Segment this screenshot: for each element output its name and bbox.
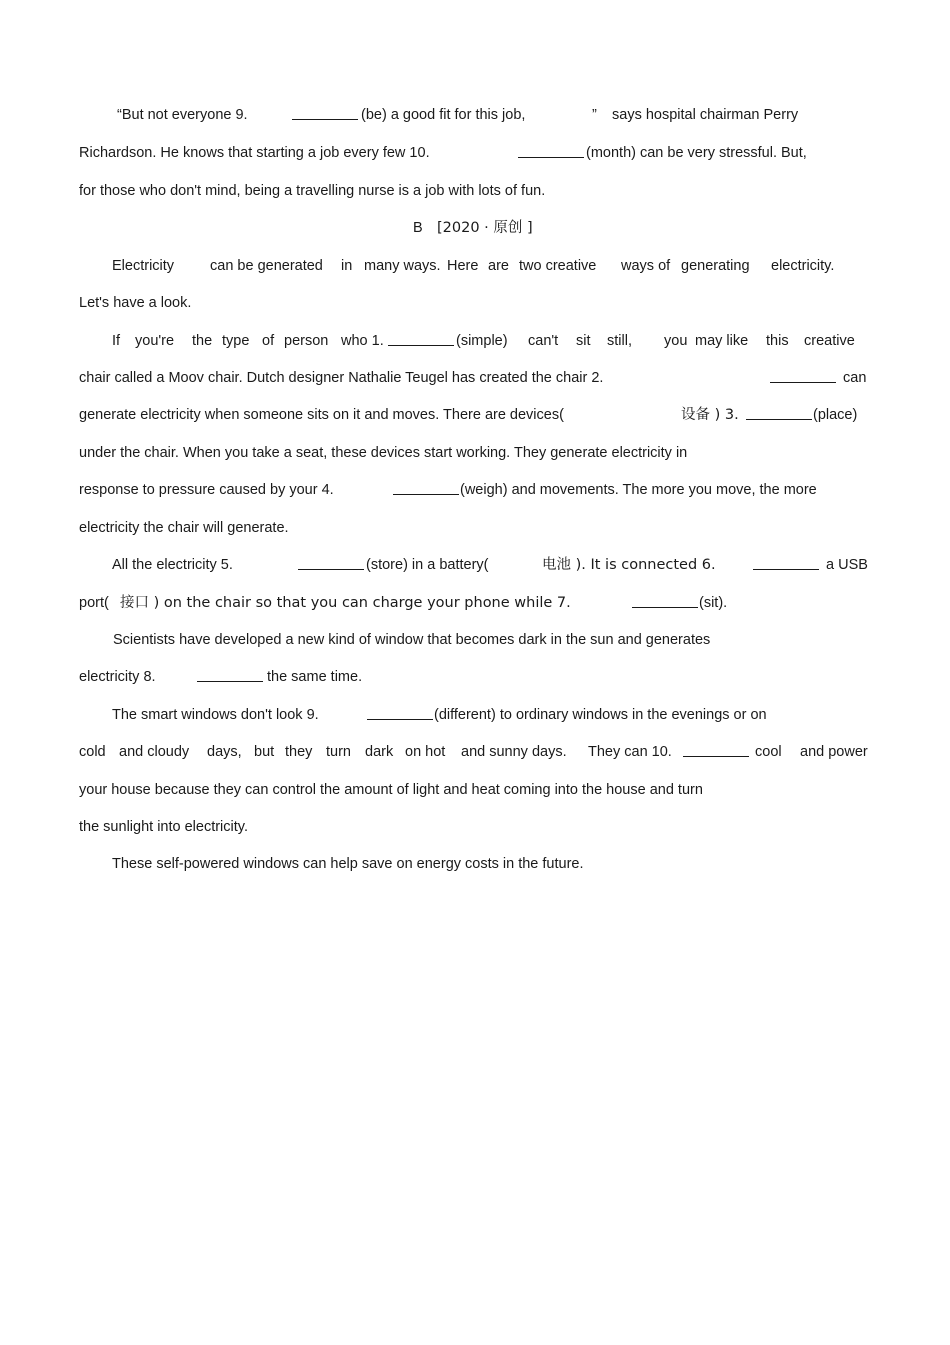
- word: If: [112, 333, 121, 349]
- text-line: [0, 105, 950, 125]
- text-fragment: chair called a Moov chair. Dutch designer Nathalie Teugel has created the chair 2.: [79, 370, 604, 386]
- answer-blank-6: [753, 555, 819, 570]
- word: type: [222, 333, 250, 349]
- text-fragment: port(: [79, 595, 109, 611]
- word: Here: [447, 258, 479, 274]
- hint-fragment: (weigh) and movements. The more you move, the more: [460, 482, 817, 498]
- text-fragment: electricity 8.: [79, 669, 156, 685]
- answer-blank-9a: [292, 105, 358, 120]
- word: generating: [681, 258, 750, 274]
- word: and cloudy: [119, 744, 190, 760]
- answer-blank-10a: [518, 143, 584, 158]
- answer-blank-2: [770, 368, 836, 383]
- text-fragment: response to pressure caused by your 4.: [79, 482, 334, 498]
- text-line: [0, 742, 950, 762]
- answer-blank-7: [632, 593, 698, 608]
- answer-blank-5: [298, 555, 364, 570]
- word: can be generated: [210, 258, 323, 274]
- word: two creative: [519, 258, 597, 274]
- text-fragment: the same time.: [267, 669, 363, 685]
- text-line: [0, 705, 950, 725]
- text-fragment: “But not everyone 9.: [117, 107, 248, 123]
- word: this: [766, 333, 789, 349]
- word: and sunny days.: [461, 744, 567, 760]
- word: electricity.: [771, 258, 835, 274]
- answer-blank-9: [367, 705, 433, 720]
- word: turn: [326, 744, 351, 760]
- text-line: [0, 443, 950, 463]
- text-line: [0, 593, 950, 613]
- word: sit: [576, 333, 591, 349]
- word: person: [284, 333, 329, 349]
- text-line: [0, 555, 950, 575]
- text-line: [0, 667, 950, 687]
- section-heading: [0, 218, 950, 238]
- text-line: [0, 181, 950, 201]
- hint-fragment: (place): [813, 407, 858, 423]
- text-line: [0, 293, 950, 313]
- word: Electricity: [112, 258, 175, 274]
- word: can't: [528, 333, 559, 349]
- word: but: [254, 744, 275, 760]
- section-source: [2020 · 原创 ]: [437, 220, 533, 236]
- word: the: [192, 333, 213, 349]
- word: and power: [800, 744, 868, 760]
- hint-fragment: (different) to ordinary windows in the evenings or on: [434, 707, 767, 723]
- text-line: [0, 143, 950, 163]
- quote-mark: ”: [592, 107, 597, 123]
- word: many ways.: [364, 258, 441, 274]
- word: cold: [79, 744, 106, 760]
- text-fragment: Scientists have developed a new kind of window that becomes dark in the sun and generates: [113, 632, 711, 648]
- text-fragment: your house because they can control the amount of light and heat coming into the house and turn: [79, 782, 703, 798]
- word: on hot: [405, 744, 446, 760]
- text-line: [0, 256, 950, 276]
- text-line: [0, 780, 950, 800]
- answer-blank-3: [746, 405, 812, 420]
- word: may like: [695, 333, 749, 349]
- word: they: [285, 744, 313, 760]
- text-line: [0, 331, 950, 351]
- hint-fragment: (sit).: [699, 595, 728, 611]
- word: days,: [207, 744, 242, 760]
- text-line: [0, 630, 950, 650]
- answer-blank-8: [197, 667, 263, 682]
- hint-fragment: (be) a good fit for this job,: [361, 107, 526, 123]
- text-fragment: The smart windows don't look 9.: [112, 707, 319, 723]
- text-fragment: generate electricity when someone sits on it and moves. There are devices(: [79, 407, 564, 423]
- answer-blank-10: [683, 742, 749, 757]
- word: dark: [365, 744, 394, 760]
- word: you: [664, 333, 688, 349]
- word: (simple): [456, 333, 508, 349]
- answer-blank-1: [388, 331, 454, 346]
- word: They can 10.: [588, 744, 672, 760]
- text-line: [0, 518, 950, 538]
- word: in: [341, 258, 353, 274]
- word: are: [488, 258, 509, 274]
- text-fragment: Richardson. He knows that starting a job every few 10.: [79, 145, 430, 161]
- text-fragment: the sunlight into electricity.: [79, 819, 248, 835]
- word: ways of: [621, 258, 671, 274]
- text-fragment: for those who don't mind, being a travelling nurse is a job with lots of fun.: [79, 183, 546, 199]
- word: still,: [607, 333, 632, 349]
- text-fragment: under the chair. When you take a seat, these devices start working. They generate electricity in: [79, 445, 688, 461]
- text-fragment: All the electricity 5.: [112, 557, 233, 573]
- gloss-fragment: 设备 ) 3.: [681, 407, 739, 423]
- text-fragment: electricity the chair will generate.: [79, 520, 289, 536]
- word: can: [843, 370, 867, 386]
- word: you're: [135, 333, 175, 349]
- text-line: [0, 405, 950, 425]
- hint-fragment: (month) can be very stressful. But,: [586, 145, 807, 161]
- text-fragment: a USB: [826, 557, 868, 573]
- word: of: [262, 333, 275, 349]
- word: creative: [804, 333, 855, 349]
- text-line: [0, 480, 950, 500]
- word: who 1.: [341, 333, 384, 349]
- text-line: [0, 854, 950, 874]
- section-letter: B: [413, 220, 423, 236]
- word: cool: [755, 744, 782, 760]
- text-line: [0, 368, 950, 388]
- text-fragment: says hospital chairman Perry: [612, 107, 799, 123]
- hint-fragment: (store) in a battery(: [366, 557, 489, 573]
- gloss-fragment: 电池 ). It is connected 6.: [542, 557, 716, 573]
- gloss-fragment: 接口 ) on the chair so that you can charge your phone while 7.: [120, 595, 571, 611]
- answer-blank-4: [393, 480, 459, 495]
- text-line: [0, 817, 950, 837]
- text-fragment: Let's have a look.: [79, 295, 192, 311]
- text-fragment: These self-powered windows can help save on energy costs in the future.: [112, 856, 584, 872]
